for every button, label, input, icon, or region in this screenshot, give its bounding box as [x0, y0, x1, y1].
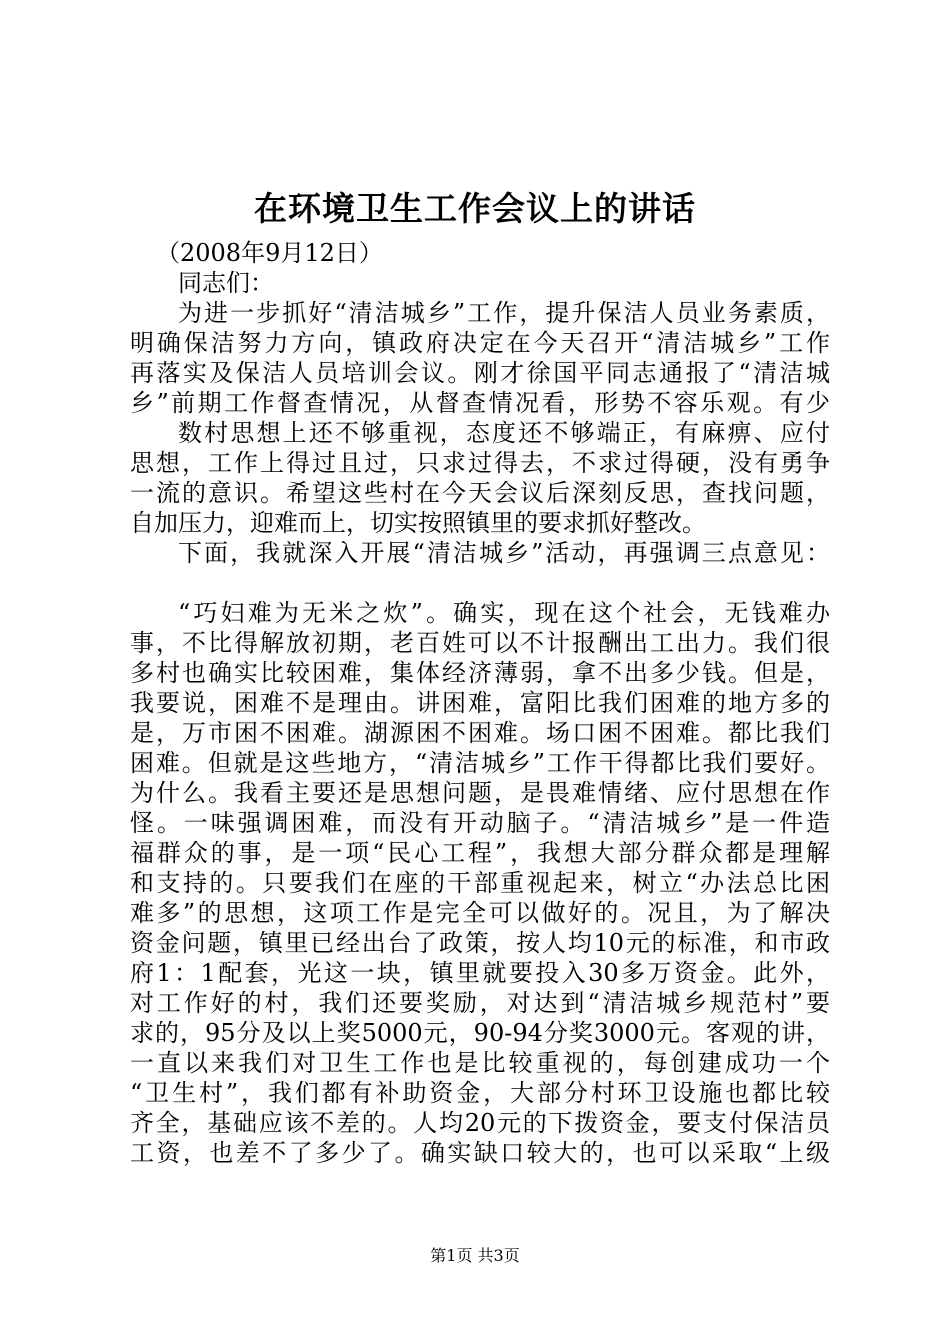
paragraph-line: 数村思想上还不够重视，态度还不够端正，有麻痹、应付 — [178, 419, 830, 447]
paragraph-line: 下面，我就深入开展“清洁城乡”活动，再强调三点意见： — [178, 539, 830, 567]
paragraph-line: 为进一步抓好“清洁城乡”工作，提升保洁人员业务素质， — [178, 299, 830, 327]
paragraph-line: 为什么。我看主要还是思想问题，是畏难情绪、应付思想在作 — [130, 779, 830, 807]
paragraph-line: 乡”前期工作督查情况，从督查情况看，形势不容乐观。有少 — [130, 389, 830, 417]
paragraph-line: 自加压力，迎难而上，切实按照镇里的要求抓好整改。 — [130, 509, 706, 537]
paragraph-line: 求的，95分及以上奖5000元，90-94分奖3000元。客观的讲， — [130, 1019, 830, 1047]
paragraph-line: “巧妇难为无米之炊”。确实，现在这个社会，无钱难办 — [178, 599, 830, 627]
paragraph-line: 困难。但就是这些地方，“清洁城乡”工作干得都比我们要好。 — [130, 749, 830, 777]
salutation: 同志们： — [178, 269, 274, 297]
paragraph-line: 难多”的思想，这项工作是完全可以做好的。况且，为了解决 — [130, 899, 830, 927]
paragraph-line: 一直以来我们对卫生工作也是比较重视的，每创建成功一个 — [130, 1049, 830, 1077]
paragraph-line: 思想，工作上得过且过，只求过得去，不求过得硬，没有勇争 — [130, 449, 830, 477]
paragraph-line: 和支持的。只要我们在座的干部重视起来，树立“办法总比困 — [130, 869, 830, 897]
paragraph-line: 福群众的事，是一项“民心工程”，我想大部分群众都是理解 — [130, 839, 830, 867]
paragraph-line: 明确保洁努力方向，镇政府决定在今天召开“清洁城乡”工作 — [130, 329, 830, 357]
document-date: （2008年9月12日） — [156, 239, 383, 267]
paragraph-line: 府1：1配套，光这一块，镇里就要投入30多万资金。此外， — [130, 959, 830, 987]
paragraph-line: 是，万市困不困难。湖源困不困难。场口困不困难。都比我们 — [130, 719, 830, 747]
paragraph-line: 工资，也差不了多少了。确实缺口较大的，也可以采取“上级 — [130, 1139, 830, 1167]
paragraph-line: 事，不比得解放初期，老百姓可以不计报酬出工出力。我们很 — [130, 629, 830, 657]
page-footer: 第1页 共3页 — [430, 1246, 520, 1265]
paragraph-line: 一流的意识。希望这些村在今天会议后深刻反思，查找问题， — [130, 479, 830, 507]
paragraph-line: 我要说，困难不是理由。讲困难，富阳比我们困难的地方多的 — [130, 689, 830, 717]
paragraph-line: 再落实及保洁人员培训会议。刚才徐国平同志通报了“清洁城 — [130, 359, 830, 387]
document-title: 在环境卫生工作会议上的讲话 — [254, 189, 696, 228]
paragraph-line: 多村也确实比较困难，集体经济薄弱，拿不出多少钱。但是， — [130, 659, 830, 687]
paragraph-line: 资金问题，镇里已经出台了政策，按人均10元的标准，和市政 — [130, 929, 830, 957]
paragraph-line: 怪。一味强调困难，而没有开动脑子。“清洁城乡”是一件造 — [130, 809, 830, 837]
paragraph-line: 齐全，基础应该不差的。人均20元的下拨资金，要支付保洁员 — [130, 1109, 830, 1137]
paragraph-line: “卫生村”，我们都有补助资金，大部分村环卫设施也都比较 — [130, 1079, 830, 1107]
paragraph-line: 对工作好的村，我们还要奖励，对达到“清洁城乡规范村”要 — [130, 989, 830, 1017]
